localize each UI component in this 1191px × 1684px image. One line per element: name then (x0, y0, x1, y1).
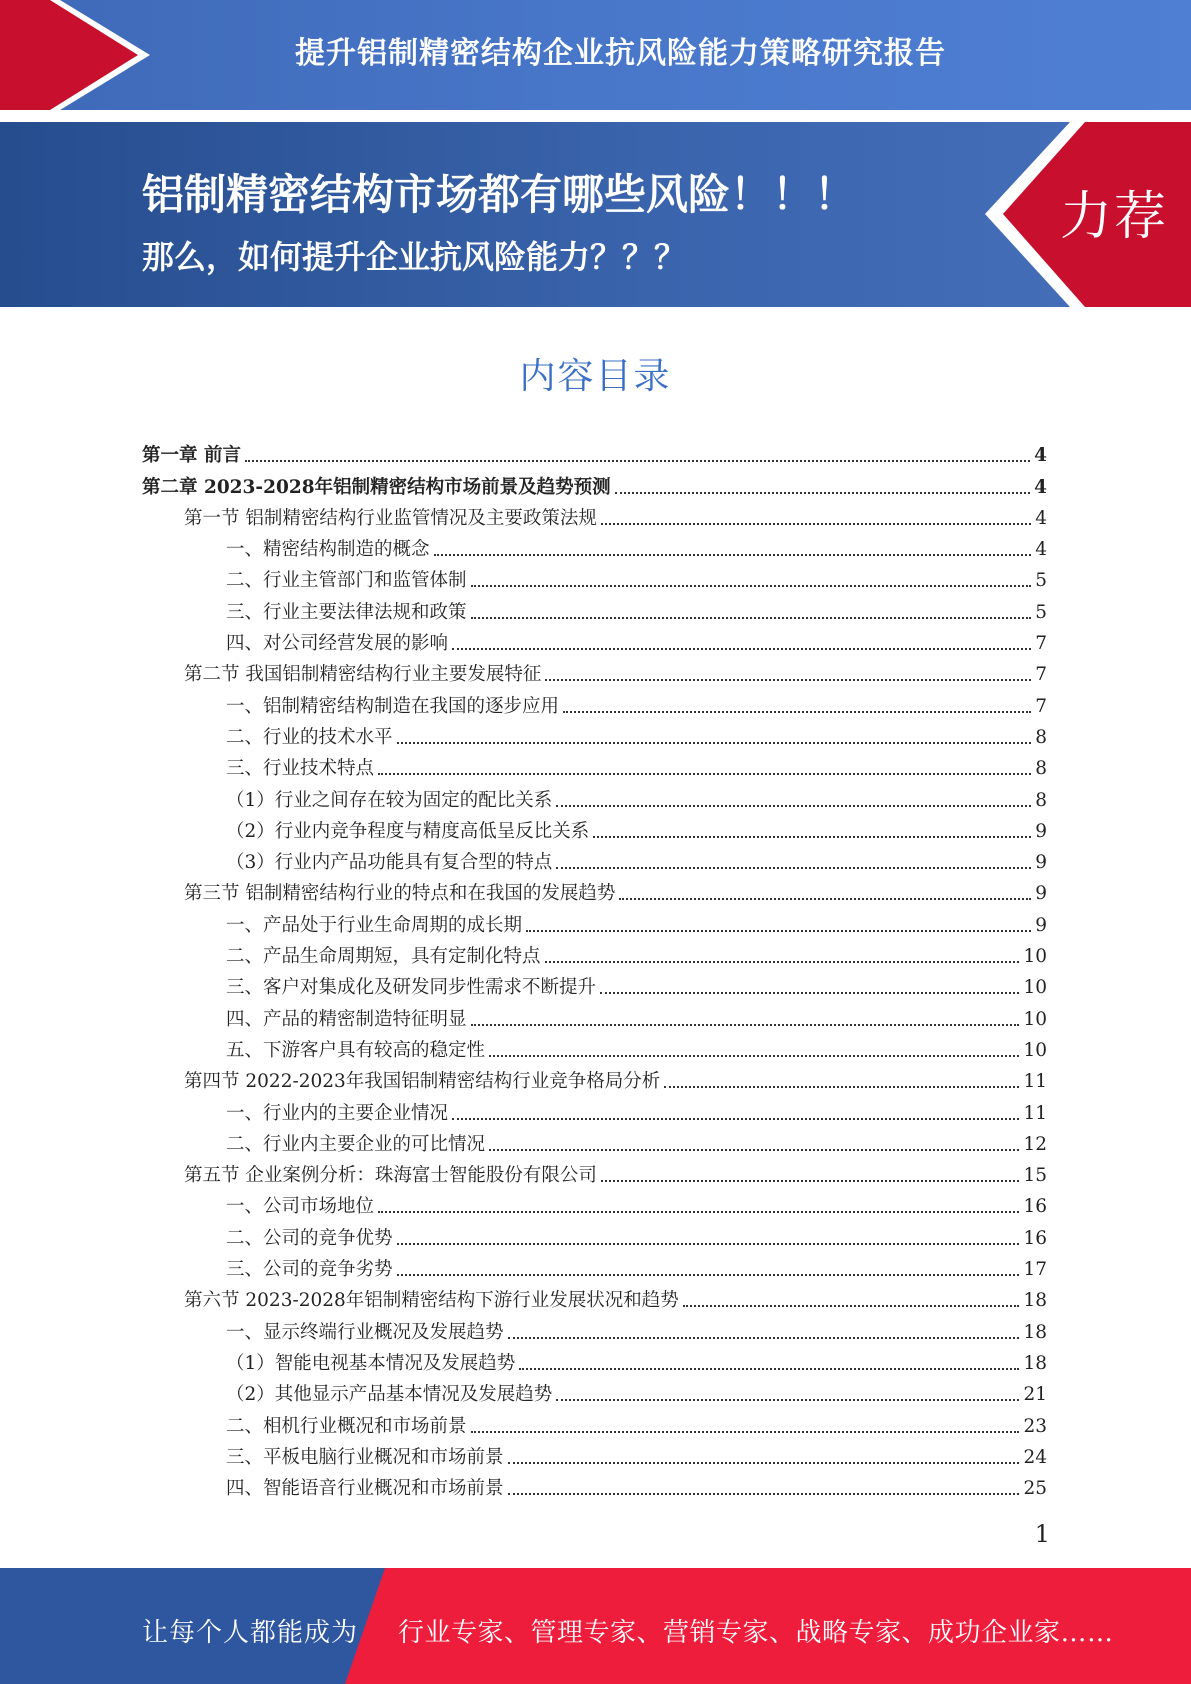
toc-entry-page: 7 (1035, 664, 1047, 686)
toc-entry[interactable] (142, 875, 1047, 906)
toc-entry-title: 三、公司的竞争劣势 (226, 1259, 393, 1281)
toc-entry-title: 第二章 2023-2028年铝制精密结构市场前景及趋势预测 (142, 476, 611, 498)
toc-entry-title: 四、智能语音行业概况和市场前景 (226, 1478, 504, 1500)
toc-entry-title: 四、产品的精密制造特征明显 (226, 1008, 467, 1030)
toc-entry[interactable] (142, 1219, 1047, 1250)
toc-leader-dots (545, 961, 1020, 963)
toc-entry[interactable] (142, 969, 1047, 1000)
toc-entry[interactable] (142, 1032, 1047, 1063)
toc-leader-dots (600, 992, 1019, 994)
toc-leader-dots (452, 1118, 1019, 1120)
hero-headline: 铝制精密结构市场都有哪些风险！！！ (142, 170, 857, 219)
toc-entry-page: 17 (1023, 1259, 1047, 1281)
toc-leader-dots (601, 523, 1031, 525)
toc-entry-title: （1）智能电视基本情况及发展趋势 (226, 1352, 516, 1374)
toc-leader-dots (508, 1493, 1020, 1495)
toc-entry[interactable] (142, 500, 1047, 531)
toc-entry[interactable] (142, 781, 1047, 812)
toc-leader-dots (471, 617, 1032, 619)
toc-entry[interactable] (142, 719, 1047, 750)
toc-entry[interactable] (142, 1000, 1047, 1031)
toc-entry-title: 第三节 铝制精密结构行业的特点和在我国的发展趋势 (184, 883, 616, 905)
toc-entry-page: 15 (1023, 1165, 1047, 1187)
toc-entry-page: 4 (1035, 507, 1047, 529)
toc-entry-page: 4 (1034, 476, 1047, 498)
toc-entry-page: 9 (1035, 914, 1047, 936)
toc-entry[interactable] (142, 1063, 1047, 1094)
hero-subheadline: 那么，如何提升企业抗风险能力？？？ (142, 238, 687, 276)
toc-leader-dots (664, 1086, 1019, 1088)
toc-entry[interactable] (142, 437, 1047, 468)
toc-entry-title: （2）其他显示产品基本情况及发展趋势 (226, 1384, 553, 1406)
toc-entry-page: 8 (1035, 789, 1047, 811)
toc-entry[interactable] (142, 1313, 1047, 1344)
toc-leader-dots (519, 1368, 1019, 1370)
toc-entry[interactable] (142, 1188, 1047, 1219)
toc-entry-page: 11 (1023, 1102, 1047, 1124)
toc-entry-page: 7 (1035, 633, 1047, 655)
toc-entry-page: 4 (1034, 445, 1047, 467)
toc-entry-page: 18 (1023, 1352, 1047, 1374)
toc-leader-dots (545, 679, 1031, 681)
toc-entry-title: 一、铝制精密结构制造在我国的逐步应用 (226, 695, 560, 717)
toc-entry[interactable] (142, 1376, 1047, 1407)
toc-entry[interactable] (142, 813, 1047, 844)
toc-entry-page: 5 (1035, 601, 1047, 623)
toc-entry-title: 三、行业技术特点 (226, 758, 375, 780)
toc-heading: 内容目录 (519, 356, 672, 397)
toc-leader-dots (593, 836, 1031, 838)
toc-entry-title: 二、行业主管部门和监管体制 (226, 570, 467, 592)
toc-entry[interactable] (142, 562, 1047, 593)
toc-leader-dots (378, 1211, 1019, 1213)
toc-entry-page: 10 (1023, 946, 1047, 968)
toc-leader-dots (601, 1180, 1020, 1182)
toc-entry-page: 16 (1023, 1196, 1047, 1218)
page-number: 1 (1034, 1520, 1050, 1548)
toc-entry-page: 9 (1035, 883, 1047, 905)
table-of-contents (142, 437, 1047, 1501)
toc-leader-dots (397, 1274, 1020, 1276)
toc-entry-page: 9 (1035, 852, 1047, 874)
toc-leader-dots (563, 711, 1031, 713)
toc-entry[interactable] (142, 1126, 1047, 1157)
toc-entry[interactable] (142, 1407, 1047, 1438)
toc-leader-dots (471, 585, 1032, 587)
toc-leader-dots (526, 930, 1031, 932)
toc-leader-dots (508, 1462, 1020, 1464)
toc-leader-dots (556, 805, 1031, 807)
hero-banner (0, 122, 1191, 307)
toc-entry-title: 四、对公司经营发展的影响 (226, 633, 449, 655)
red-arrow-icon (0, 0, 160, 110)
toc-leader-dots (489, 1149, 1019, 1151)
footer-expert-list: 行业专家、管理专家、营销专家、战略专家、成功企业家…… (398, 1618, 1114, 1648)
toc-entry[interactable] (142, 1470, 1047, 1501)
toc-entry-page: 11 (1023, 1071, 1047, 1093)
toc-entry[interactable] (142, 625, 1047, 656)
toc-leader-dots (489, 1055, 1019, 1057)
toc-entry-page: 7 (1035, 695, 1047, 717)
toc-entry[interactable] (142, 906, 1047, 937)
toc-entry[interactable] (142, 531, 1047, 562)
toc-entry[interactable] (142, 468, 1047, 499)
toc-entry-title: 二、产品生命周期短，具有定制化特点 (226, 946, 541, 968)
toc-entry-title: 第二节 我国铝制精密结构行业主要发展特征 (184, 664, 542, 686)
toc-entry-page: 18 (1023, 1321, 1047, 1343)
toc-entry[interactable] (142, 656, 1047, 687)
toc-entry-title: 二、行业的技术水平 (226, 726, 393, 748)
toc-entry[interactable] (142, 1439, 1047, 1470)
toc-leader-dots (683, 1305, 1020, 1307)
toc-entry-page: 4 (1035, 539, 1047, 561)
toc-entry[interactable] (142, 844, 1047, 875)
toc-entry-title: 一、产品处于行业生命周期的成长期 (226, 914, 523, 936)
toc-entry[interactable] (142, 750, 1047, 781)
toc-entry-page: 10 (1023, 1039, 1047, 1061)
toc-entry-page: 24 (1023, 1446, 1047, 1468)
toc-entry-page: 10 (1023, 977, 1047, 999)
toc-entry-page: 25 (1023, 1478, 1047, 1500)
toc-entry[interactable] (142, 938, 1047, 969)
toc-entry-page: 5 (1035, 570, 1047, 592)
toc-entry-title: 第一章 前言 (142, 445, 241, 467)
toc-entry-title: 三、行业主要法律法规和政策 (226, 601, 467, 623)
toc-leader-dots (245, 460, 1030, 462)
recommend-badge: 力荐 (1060, 187, 1169, 247)
toc-entry-page: 8 (1035, 758, 1047, 780)
toc-entry[interactable] (142, 1094, 1047, 1125)
toc-entry-page: 8 (1035, 726, 1047, 748)
toc-entry-title: 二、相机行业概况和市场前景 (226, 1415, 467, 1437)
toc-entry-title: 一、行业内的主要企业情况 (226, 1102, 449, 1124)
toc-entry[interactable] (142, 593, 1047, 624)
toc-entry-page: 18 (1023, 1290, 1047, 1312)
toc-leader-dots (397, 742, 1032, 744)
toc-entry-title: 第五节 企业案例分析：珠海富士智能股份有限公司 (184, 1165, 597, 1187)
toc-leader-dots (615, 492, 1031, 494)
toc-leader-dots (508, 1337, 1020, 1339)
toc-entry[interactable] (142, 1282, 1047, 1313)
toc-entry-title: 五、下游客户具有较高的稳定性 (226, 1039, 486, 1061)
toc-entry-title: 二、公司的竞争优势 (226, 1227, 393, 1249)
toc-entry-page: 16 (1023, 1227, 1047, 1249)
toc-entry-title: 二、行业内主要企业的可比情况 (226, 1133, 486, 1155)
report-title: 提升铝制精密结构企业抗风险能力策略研究报告 (295, 36, 946, 71)
toc-entry-title: 第四节 2022-2023年我国铝制精密结构行业竞争格局分析 (184, 1071, 661, 1093)
toc-leader-dots (378, 773, 1031, 775)
toc-entry-title: （3）行业内产品功能具有复合型的特点 (226, 852, 553, 874)
toc-leader-dots (452, 648, 1031, 650)
toc-leader-dots (471, 1024, 1020, 1026)
toc-entry-title: 一、精密结构制造的概念 (226, 539, 430, 561)
toc-entry-title: 第六节 2023-2028年铝制精密结构下游行业发展状况和趋势 (184, 1290, 679, 1312)
toc-leader-dots (397, 1243, 1020, 1245)
toc-entry-title: 一、显示终端行业概况及发展趋势 (226, 1321, 504, 1343)
toc-entry-page: 21 (1023, 1384, 1047, 1406)
toc-entry-title: 三、平板电脑行业概况和市场前景 (226, 1446, 504, 1468)
toc-entry-page: 23 (1023, 1415, 1047, 1437)
toc-leader-dots (619, 898, 1031, 900)
toc-leader-dots (556, 867, 1031, 869)
toc-entry-title: 一、公司市场地位 (226, 1196, 375, 1218)
toc-leader-dots (434, 554, 1032, 556)
toc-entry-page: 9 (1035, 820, 1047, 842)
toc-leader-dots (471, 1431, 1020, 1433)
toc-entry-title: 三、客户对集成化及研发同步性需求不断提升 (226, 977, 597, 999)
toc-entry-title: （1）行业之间存在较为固定的配比关系 (226, 789, 553, 811)
toc-entry-title: （2）行业内竞争程度与精度高低呈反比关系 (226, 820, 590, 842)
footer-slogan: 让每个人都能成为 (142, 1618, 359, 1648)
toc-entry-title: 第一节 铝制精密结构行业监管情况及主要政策法规 (184, 507, 597, 529)
toc-entry-page: 10 (1023, 1008, 1047, 1030)
toc-entry[interactable] (142, 687, 1047, 718)
toc-entry-page: 12 (1023, 1133, 1047, 1155)
toc-entry[interactable] (142, 1345, 1047, 1376)
toc-leader-dots (556, 1399, 1019, 1401)
toc-entry[interactable] (142, 1251, 1047, 1282)
toc-entry[interactable] (142, 1157, 1047, 1188)
